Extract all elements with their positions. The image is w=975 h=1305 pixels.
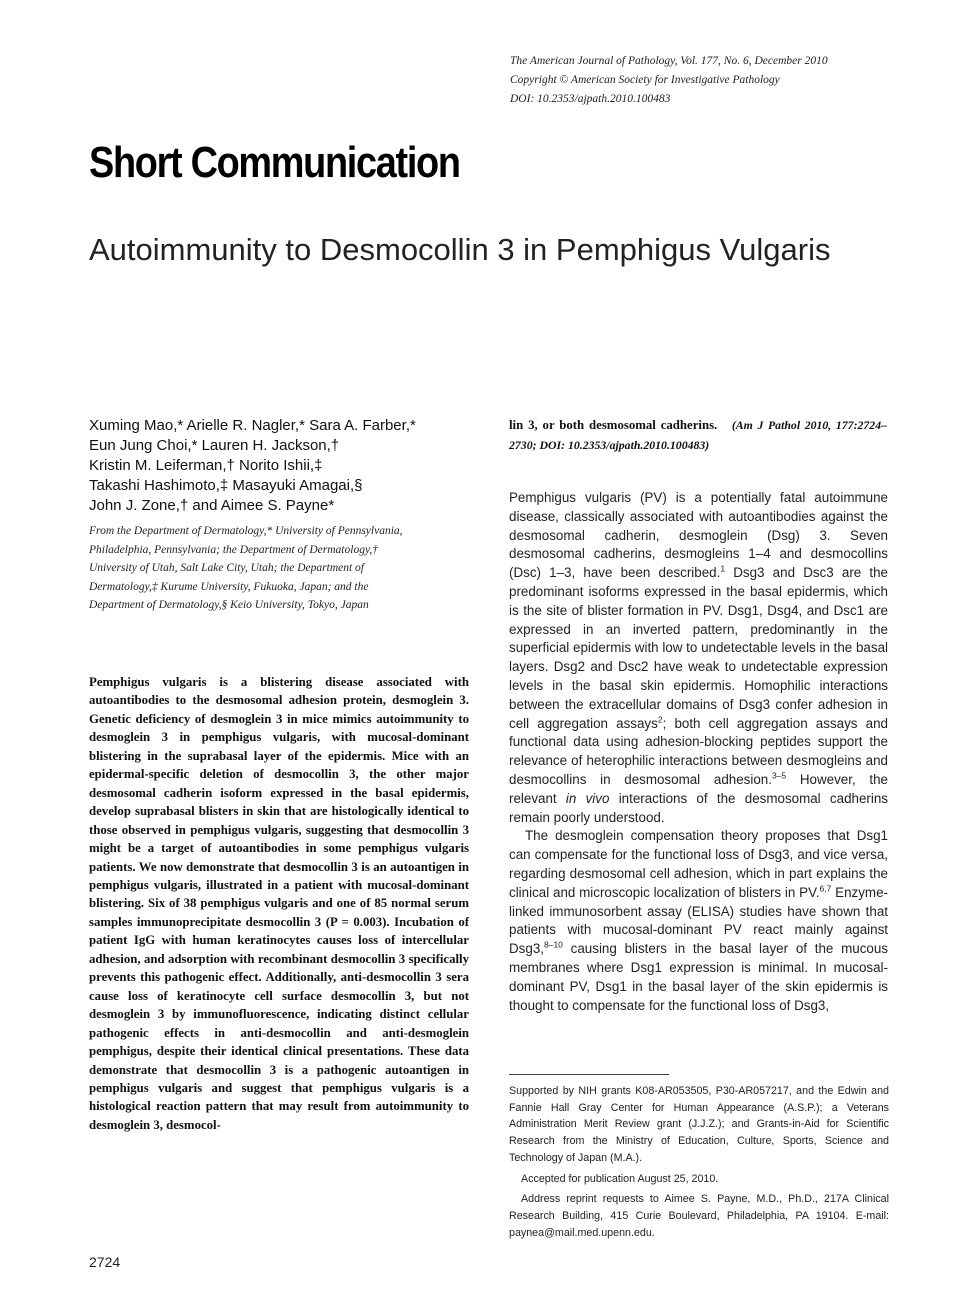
author-list <box>89 416 479 516</box>
reference-marker: 6,7 <box>819 883 832 894</box>
journal-header <box>510 52 930 109</box>
body-text <box>509 489 888 1015</box>
footnotes <box>509 1083 889 1245</box>
body-paragraph-1: Pemphigus vulgaris (PV) is a potentially fatal autoimmune disease, classically associated with autoantibodies against the desmosomal cadherin, desmoglein (Dsg) 3. Seven desmosomal cadherins, desmogleins 1–4 and desmocollins (Dsc) 1–3, have been described.$^1$ Dsg3 and Dsc3 are the predominant isoforms expressed in the basal epidermis, which is the site of blister formation in PV. Dsg1, Dsg4, and Dsc1 are expressed in an inverted pattern, predominantly in the superficial epidermis with low to undetectable levels in the basal layers. Dsg2 and Dsc2 have weak to undetectable expression levels in the basal skin epidermis. Homophilic interactions between the extracellular domains of Dsg3 confer adhesion in cell aggregation assays$^2$; both cell aggregation assays and functional data using adhesion-blocking peptides support the relevance of heterophilic interactions between desmogleins and desmocollins in desmosomal adhesion.$^{3-5}$ However, the relevant in vivo interactions of the desmosomal cadherins remain poorly understood. <box>509 490 889 825</box>
author-line: Xuming Mao,* Arielle R. Nagler,* Sara A. Farber,* <box>89 417 416 434</box>
page-number: 2724 <box>89 1254 121 1270</box>
author-line: Eun Jung Choi,* Lauren H. Jackson,† <box>89 437 340 454</box>
affiliation-line: Dermatology,‡ Kurume University, Fukuoka, Japan; and the <box>89 580 369 593</box>
author-line: Kristin M. Leiferman,† Norito Ishii,‡ <box>89 457 323 474</box>
accepted-note: Accepted for publication August 25, 2010. <box>521 1172 719 1185</box>
author-line: Takashi Hashimoto,‡ Masayuki Amagai,§ <box>89 477 363 494</box>
section-heading: Short Communication <box>89 138 460 187</box>
reference-marker: 1 <box>720 563 726 574</box>
funding-note: Supported by NIH grants K08-AR053505, P30-AR057217, and the Edwin and Fannie Hall Gray Center for Human Appearance (A.S.P.); a Veterans Administration Merit Review grant (J.J.Z.); and Grants-in-Aid for Scientific Research from the Ministry of Education, Culture, Sports, Science and Technology of Japan (M.A.). <box>509 1085 889 1164</box>
reference-marker: 3–5 <box>771 770 787 781</box>
abstract: Pemphigus vulgaris is a blistering disease associated with autoantibodies to the desmosomal adhesion protein, desmoglein 3. Genetic deficiency of desmoglein 3 in mice mimics autoimmunity to desmoglein 3 in pemphigus vulgaris, with mucosal-dominant blistering in the suprabasal layer of the epidermis. Mice with an epidermal-specific deletion of desmocollin 3, the other major desmosomal cadherin isoform expressed in the basal epidermis, develop suprabasal blisters in skin that are histologically identical to those observed in pemphigus vulgaris, suggesting that desmocollin 3 might be a target of autoantibodies in some pemphigus vulgaris patients. We now demonstrate that desmocollin 3 is an autoantigen in pemphigus vulgaris, illustrated in a patient with mucosal-dominant blistering. Six of 38 pemphigus vulgaris and one of 85 normal serum samples immunoprecipitate desmocollin 3 (P = 0.003). Incubation of patient IgG with human keratinocytes causes loss of intercellular adhesion, and adsorption with recombinant desmocollin 3 specifically prevents this pathogenic effect. Additionally, anti-desmocollin 3 sera cause loss of keratinocyte cell surface desmocollin 3, but not desmoglein 3 by immunofluorescence, indicating distinct cellular pathogenic effects in anti-desmocollin and anti-desmoglein pemphigus, despite their identical clinical presentations. These data demonstrate that desmocollin 3 is a pathogenic autoantigen in pemphigus vulgaris and suggest that pemphigus vulgaris is a histological reaction pattern that may result from autoimmunity to desmoglein 3, desmocol- <box>89 675 469 1132</box>
reference-marker: 2 <box>657 714 663 725</box>
affiliation-line: Philadelphia, Pennsylvania; the Department of Dermatology,† <box>89 543 379 556</box>
affiliations <box>89 522 474 615</box>
affiliation-line: University of Utah, Salt Lake City, Utah; the Department of <box>89 562 365 574</box>
abstract-continuation-text: lin 3, or both desmosomal cadherins. <box>509 418 718 432</box>
affiliation-line: Department of Dermatology,§ Keio University, Tokyo, Japan <box>89 599 369 611</box>
affiliation-line: From the Department of Dermatology,* University of Pennsylvania, <box>89 525 403 537</box>
abstract-citation: (Am J Pathol 2010, 177:2724–2730; DOI: 10.2353/ajpath.2010.100483) <box>509 418 887 452</box>
reprint-note: Address reprint requests to Aimee S. Payne, M.D., Ph.D., 217A Clinical Research Building, 415 Curie Boulevard, Philadelphia, PA 19104. E-mail: paynea@mail.med.upenn.edu. <box>509 1193 889 1239</box>
footnote-divider <box>509 1074 669 1075</box>
abstract-continuation <box>509 416 887 455</box>
body-paragraph-2: The desmoglein compensation theory proposes that Dsg1 can compensate for the functional loss of Dsg3, and vice versa, regarding desmosomal cell adhesion, which in part explains the clinical and microscopic localization of blisters in PV.$^{6,7}$ Enzyme-linked immunosorbent assay (ELISA) studies have shown that patients with mucosal-dominant PV react mainly against Dsg3,$^{8-10}$ causing blisters in the basal layer of the mucous membranes where Dsg1 expression is minimal. In mucosal-dominant PV, Dsg1 in the basal layer of the skin epidermis is thought to compensate for the functional loss of Dsg3, <box>509 828 888 1013</box>
article-title: Autoimmunity to Desmocollin 3 in Pemphigus Vulgaris <box>89 232 831 267</box>
reference-marker: 8–10 <box>543 939 563 950</box>
author-line: John J. Zone,† and Aimee S. Payne* <box>89 497 335 514</box>
journal-doi: DOI: 10.2353/ajpath.2010.100483 <box>510 93 671 105</box>
journal-copyright: Copyright © American Society for Investigative Pathology <box>510 74 780 86</box>
journal-citation: The American Journal of Pathology, Vol. 177, No. 6, December 2010 <box>510 55 828 67</box>
